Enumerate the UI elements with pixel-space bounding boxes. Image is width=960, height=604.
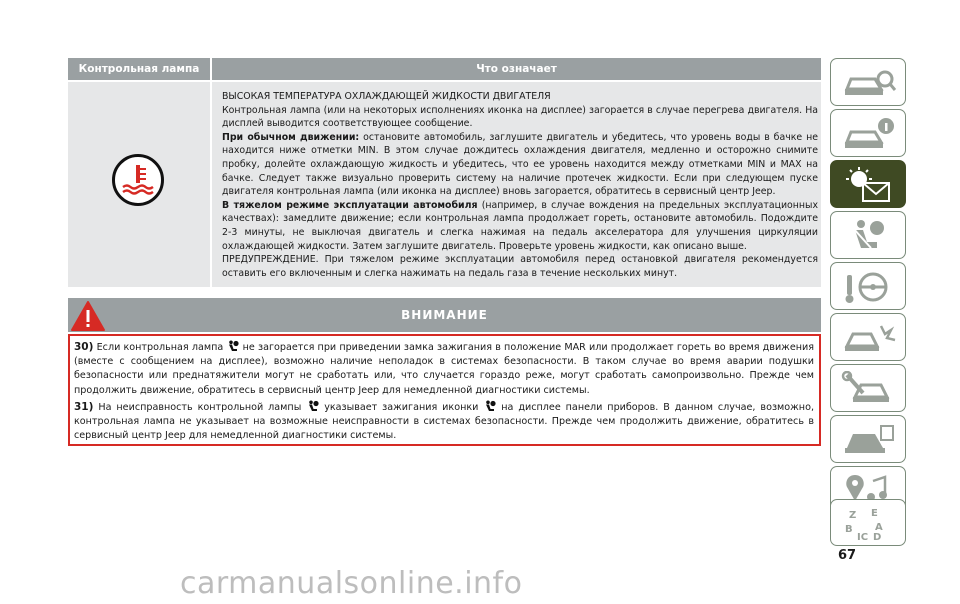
- description-paragraph: Контрольная лампа (или на некоторых исполнениях иконка на дисплее) загорается в случае перегрева двигателя. На дисплей выводится соответствующее сообщение.: [222, 104, 818, 130]
- seat-belt-airbag-icon: [841, 218, 897, 254]
- watermark: carmanualsonline.info: [180, 566, 523, 601]
- tab-specifications[interactable]: [830, 415, 906, 463]
- tab-maintenance[interactable]: [830, 364, 906, 412]
- page-number: 67: [838, 548, 857, 563]
- tab-emergency[interactable]: [830, 313, 906, 361]
- tab-safety[interactable]: [830, 211, 906, 259]
- svg-text:E: E: [871, 508, 878, 519]
- warning-item-30: 30) Если контрольная лампа не загорается при приведении замка зажигания в положение MAR или продолжает гореть во время движения (вместе с сообщением на дисплее), возможно наличие неполадок в системах безопасности. В таком случае во время аварии подушки безопасности или преднатяжители могут не сработать или, что случается гораздо реже, могут сработать самопроизвольно. Прежде чем продолжить движение, обратитесь в сервисный центр Jeep для немедленной диагностики системы.: [74, 341, 815, 396]
- airbag-icon: [306, 400, 319, 412]
- description-paragraph: В тяжелом режиме эксплуатации автомобиля (например, в случае вождения на предельных эксплуатационных качествах): замедлите движение; если контрольная лампа продолжает гореть, остановите автомобиль. Подождите 2-3 минуты, не выключая двигатель и слегка нажимая на педаль акселератора для улучшения циркуляции охлаждающей жидкости. Затем заглушите двигатель. Проверьте уровень жидкости, как описано выше.: [222, 199, 818, 252]
- car-search-icon: [841, 65, 897, 101]
- svg-text:IC: IC: [857, 532, 869, 542]
- tab-warning-lights[interactable]: [830, 160, 906, 208]
- wrench-car-icon: [841, 371, 897, 407]
- column-header-meaning: Что означает: [212, 58, 821, 80]
- description-title: ВЫСОКАЯ ТЕМПЕРАТУРА ОХЛАЖДАЮЩЕЙ ЖИДКОСТИ ДВИГАТЕЛЯ: [222, 91, 551, 102]
- coolant-temperature-lamp-icon: [112, 154, 164, 206]
- tab-driving[interactable]: [830, 262, 906, 310]
- warning-title: ВНИМАНИЕ: [401, 308, 488, 322]
- tab-car-search[interactable]: [830, 58, 906, 106]
- description-warning: ПРЕДУПРЕЖДЕНИЕ. При тяжелом режиме эксплуатации автомобиля перед остановкой двигателя рекомендуется оставить его включенным и слегка нажимать на педаль газа в течение нескольких минут.: [222, 254, 818, 279]
- car-crash-icon: [841, 320, 897, 356]
- tab-car-info[interactable]: [830, 109, 906, 157]
- warning-text: [74, 340, 814, 445]
- svg-text:D: D: [873, 532, 882, 542]
- tab-index[interactable]: [830, 499, 906, 546]
- svg-text:A: A: [875, 522, 883, 533]
- lamp-description: [222, 90, 818, 280]
- airbag-icon: [483, 400, 496, 412]
- steering-wheel-key-icon: [841, 269, 897, 305]
- svg-text:B: B: [845, 524, 853, 535]
- column-header-lamp: Контрольная лампа: [68, 58, 210, 80]
- airbag-icon: [226, 340, 239, 352]
- car-info-icon: [841, 116, 897, 152]
- warning-light-message-icon: [841, 167, 897, 203]
- alphabet-index-icon: [841, 506, 897, 542]
- car-specs-icon: [841, 422, 897, 458]
- svg-text:Z: Z: [849, 510, 857, 521]
- warning-item-31: 31) На неисправность контрольной лампы указывает зажигания иконки на дисплее панели приборов. В данном случае, возможно, контрольная лампа не указывает на возможные неисправности в системах безопасности. Прежде чем продолжить движение, обратитесь в сервисный центр Jeep для немедленной диагностики системы.: [74, 400, 814, 442]
- description-paragraph: При обычном движении: остановите автомобиль, заглушите двигатель и убедитесь, что уровень воды в бачке не находится ниже отметки MIN. В этом случае дождитесь охлаждения двигателя, медленно и осторожно снимите пробку, долейте охлаждающую жидкость и убедитесь, что ее уровень находится между отметками MIN и MAX на бачке. Следует также визуально проверить систему на наличие протечек жидкости. Если при следующем пуске двигателя контрольная лампа (или иконка на дисплее) вновь загорается, обратитесь в сервисный центр Jeep.: [222, 131, 818, 198]
